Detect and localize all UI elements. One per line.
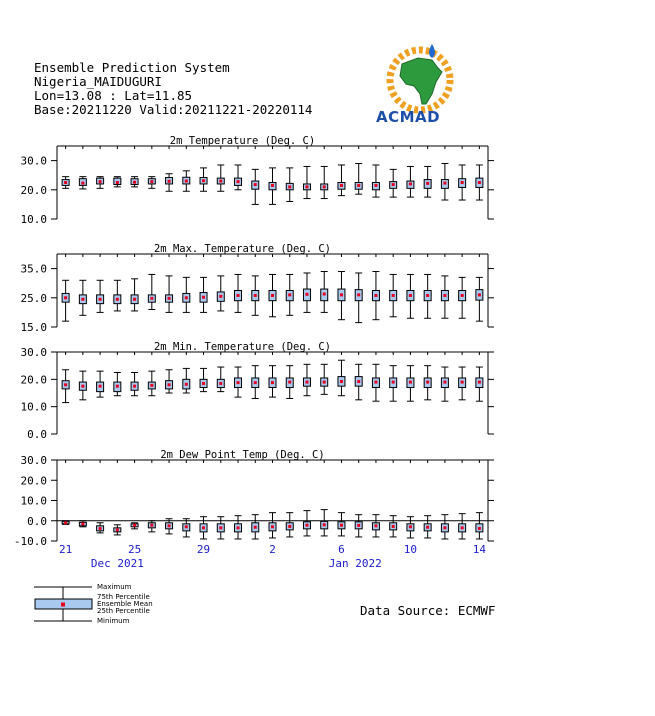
mean-marker xyxy=(116,528,119,531)
mean-marker xyxy=(64,296,67,299)
mean-marker xyxy=(133,524,136,527)
legend-mean: Ensemble Mean xyxy=(97,600,153,608)
mean-marker xyxy=(64,521,67,524)
mean-marker xyxy=(202,382,205,385)
mean-marker xyxy=(237,381,240,384)
mean-marker xyxy=(340,524,343,527)
mean-marker xyxy=(202,296,205,299)
mean-marker xyxy=(323,523,326,526)
y-tick-label: 25.0 xyxy=(20,291,47,305)
x-month-label: Dec 2021 xyxy=(90,557,144,570)
mean-marker xyxy=(305,381,308,384)
mean-marker xyxy=(392,525,395,528)
mean-marker xyxy=(374,184,377,187)
mean-marker xyxy=(150,384,153,387)
mean-marker xyxy=(237,526,240,529)
header-line-1: Ensemble Prediction System xyxy=(34,60,230,75)
mean-marker xyxy=(374,524,377,527)
mean-marker xyxy=(81,298,84,301)
mean-marker xyxy=(271,525,274,528)
mean-marker xyxy=(116,181,119,184)
mean-marker xyxy=(357,380,360,383)
panel-title: 2m Max. Temperature (Deg. C) xyxy=(153,243,332,255)
mean-marker xyxy=(409,525,412,528)
mean-marker xyxy=(443,381,446,384)
mean-marker xyxy=(99,527,102,530)
mean-marker xyxy=(443,526,446,529)
mean-marker xyxy=(99,385,102,388)
mean-marker xyxy=(392,294,395,297)
y-tick-label: 0.0 xyxy=(27,428,47,441)
mean-marker xyxy=(99,298,102,301)
mean-marker xyxy=(219,526,222,529)
mean-marker xyxy=(168,297,171,300)
panel-2 xyxy=(51,254,494,327)
panel-3 xyxy=(51,352,494,434)
mean-marker xyxy=(288,525,291,528)
mean-marker xyxy=(168,524,171,527)
mean-marker xyxy=(426,294,429,297)
y-tick-label: 35.0 xyxy=(20,262,47,276)
mean-marker xyxy=(81,385,84,388)
logo-text: ACMAD xyxy=(376,108,441,126)
mean-marker xyxy=(202,526,205,529)
mean-marker xyxy=(133,385,136,388)
y-tick-label: 20.0 xyxy=(20,183,47,197)
mean-marker xyxy=(461,526,464,529)
mean-marker xyxy=(254,294,257,297)
y-tick-label: 30.0 xyxy=(20,454,47,467)
mean-marker xyxy=(478,381,481,384)
mean-marker xyxy=(443,182,446,185)
mean-marker xyxy=(202,179,205,182)
header-line-2: Nigeria_MAIDUGURI xyxy=(34,74,162,89)
mean-marker xyxy=(185,180,188,183)
mean-marker xyxy=(150,524,153,527)
mean-marker xyxy=(409,381,412,384)
legend-p75: 75th Percentile xyxy=(97,593,150,601)
mean-marker xyxy=(254,526,257,529)
mean-marker xyxy=(478,293,481,296)
mean-marker xyxy=(323,185,326,188)
y-tick-label: 15.0 xyxy=(20,321,47,334)
legend-maximum: Maximum xyxy=(97,583,132,591)
mean-marker xyxy=(392,381,395,384)
mean-marker xyxy=(271,381,274,384)
mean-marker xyxy=(426,381,429,384)
y-tick-label: -10.0 xyxy=(13,535,47,548)
mean-marker xyxy=(426,182,429,185)
x-tick-label: 14 xyxy=(472,543,487,556)
y-tick-label: 20.0 xyxy=(20,373,47,387)
data-source: Data Source: ECMWF xyxy=(360,603,496,618)
mean-marker xyxy=(64,383,67,386)
header-line-3: Lon=13.08 : Lat=11.85 xyxy=(34,88,193,103)
y-tick-label: 30.0 xyxy=(20,154,47,168)
mean-marker xyxy=(168,180,171,183)
panel-title: 2m Dew Point Temp (Deg. C) xyxy=(160,449,325,461)
x-tick-label: 25 xyxy=(127,543,142,556)
legend-minimum: Minimum xyxy=(97,617,130,625)
y-tick-label: 0.0 xyxy=(27,514,47,528)
mean-marker xyxy=(288,381,291,384)
legend-p25: 25th Percentile xyxy=(97,607,150,615)
mean-marker xyxy=(185,525,188,528)
y-tick-label: 10.0 xyxy=(20,494,47,508)
mean-marker xyxy=(478,181,481,184)
mean-marker xyxy=(185,296,188,299)
mean-marker xyxy=(150,180,153,183)
mean-marker xyxy=(340,293,343,296)
mean-marker xyxy=(340,184,343,187)
mean-marker xyxy=(150,297,153,300)
mean-marker xyxy=(237,180,240,183)
y-tick-label: 10.0 xyxy=(20,400,47,414)
mean-marker xyxy=(219,180,222,183)
x-tick-label: 21 xyxy=(58,543,73,556)
mean-marker xyxy=(237,294,240,297)
mean-marker xyxy=(323,293,326,296)
y-tick-label: 30.0 xyxy=(20,346,47,359)
mean-marker xyxy=(254,183,257,186)
mean-marker xyxy=(288,293,291,296)
mean-marker xyxy=(254,381,257,384)
mean-marker xyxy=(357,293,360,296)
x-tick-label: 6 xyxy=(338,543,345,556)
mean-marker xyxy=(357,184,360,187)
mean-marker xyxy=(409,182,412,185)
mean-marker xyxy=(168,383,171,386)
mean-marker xyxy=(133,298,136,301)
mean-marker xyxy=(426,526,429,529)
mean-marker xyxy=(461,294,464,297)
mean-marker xyxy=(305,293,308,296)
x-tick-label: 29 xyxy=(196,543,211,556)
header-line-4: Base:20211220 Valid:20211221-20220114 xyxy=(34,102,313,117)
mean-marker xyxy=(133,181,136,184)
mean-marker xyxy=(461,181,464,184)
panel-4 xyxy=(51,460,494,541)
mean-marker xyxy=(185,383,188,386)
mean-marker xyxy=(81,522,84,525)
mean-marker xyxy=(409,294,412,297)
y-tick-label: 10.0 xyxy=(20,213,47,226)
mean-marker xyxy=(219,382,222,385)
y-tick-label: 20.0 xyxy=(20,474,47,488)
panel-1 xyxy=(51,146,494,219)
mean-marker xyxy=(478,527,481,530)
mean-marker xyxy=(64,181,67,184)
mean-marker xyxy=(288,185,291,188)
x-tick-label: 10 xyxy=(403,543,418,556)
mean-marker xyxy=(340,380,343,383)
mean-marker xyxy=(271,294,274,297)
mean-marker xyxy=(305,185,308,188)
mean-marker xyxy=(392,183,395,186)
x-tick-label: 2 xyxy=(269,543,276,556)
mean-marker xyxy=(219,295,222,298)
x-month-label: Jan 2022 xyxy=(328,557,382,570)
mean-marker xyxy=(116,298,119,301)
mean-marker xyxy=(357,524,360,527)
legend-box-icon xyxy=(34,585,94,625)
mean-marker xyxy=(374,294,377,297)
legend-mean-marker xyxy=(61,603,65,607)
mean-marker xyxy=(305,524,308,527)
mean-marker xyxy=(81,182,84,185)
mean-marker xyxy=(323,381,326,384)
mean-marker xyxy=(116,385,119,388)
mean-marker xyxy=(99,180,102,183)
panel-title: 2m Temperature (Deg. C) xyxy=(169,135,316,147)
mean-marker xyxy=(374,381,377,384)
panel-title: 2m Min. Temperature (Deg. C) xyxy=(153,341,332,353)
mean-marker xyxy=(461,381,464,384)
mean-marker xyxy=(443,294,446,297)
mean-marker xyxy=(271,184,274,187)
